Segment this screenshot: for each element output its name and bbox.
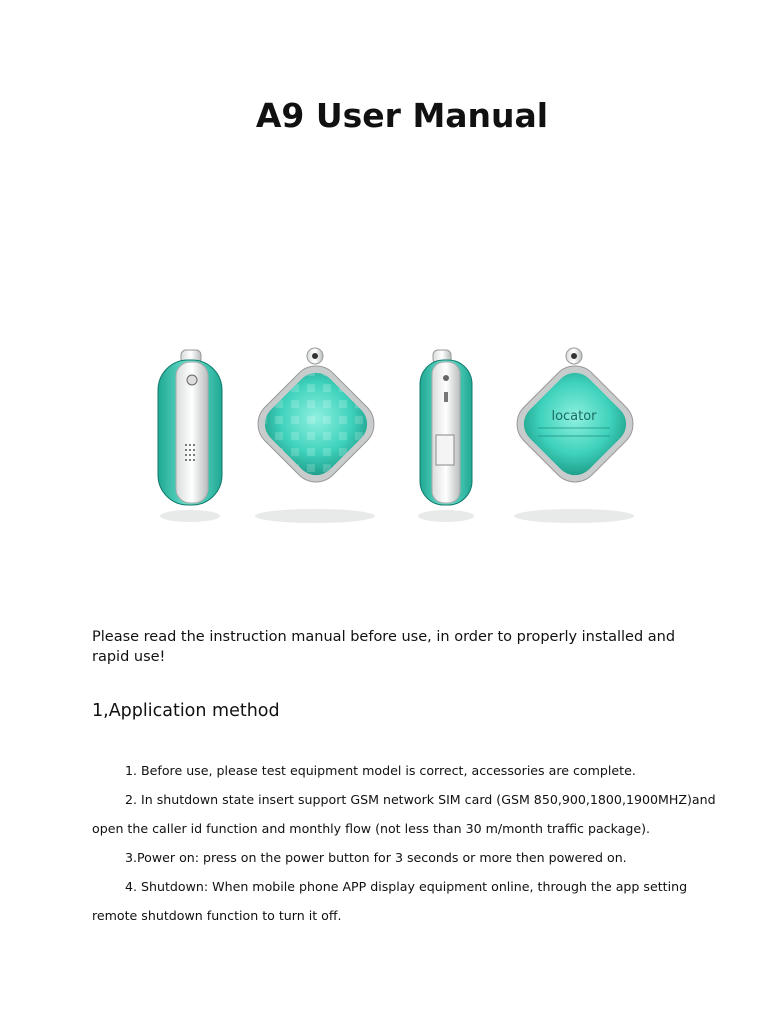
step-3: 3.Power on: press on the power button for 3 seconds or more then powered on. xyxy=(125,850,627,865)
device-label-text: locator xyxy=(551,409,597,424)
device-front-view xyxy=(248,348,384,523)
step-2: 2. In shutdown state insert support GSM network SIM card (GSM 850,900,1800,1900MHZ)and xyxy=(125,792,716,807)
product-views-illustration xyxy=(140,340,660,530)
step-1: 1. Before use, please test equipment model is correct, accessories are complete. xyxy=(125,763,636,778)
step-4: 4. Shutdown: When mobile phone APP display equipment online, through the app setting xyxy=(125,879,688,894)
device-side-view-right xyxy=(418,350,474,522)
device-side-view-left xyxy=(158,350,222,522)
intro-paragraph: Please read the instruction manual before use, in order to properly installed and rapid use! xyxy=(92,629,676,665)
device-back-view xyxy=(507,348,643,523)
step-2-continued: open the caller id function and monthly flow (not less than 30 m/month traffic package). xyxy=(92,821,651,836)
section-heading: 1,Application method xyxy=(92,701,280,721)
document-title: A9 User Manual xyxy=(255,96,549,135)
step-4-continued: remote shutdown function to turn it off. xyxy=(92,908,342,923)
product-image xyxy=(140,340,660,530)
